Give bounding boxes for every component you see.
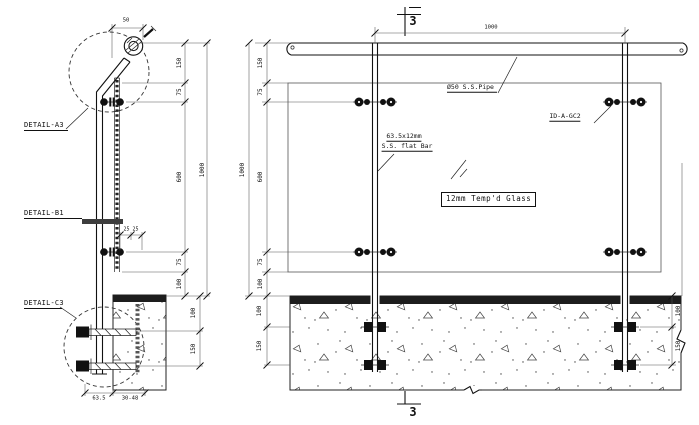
glass-clamp-bolt-top xyxy=(100,98,124,107)
detail-c3-label: DETAIL-C3 xyxy=(24,299,64,307)
dim-base-width: 63.5 xyxy=(92,395,106,402)
dim-right-overall: 1000 xyxy=(239,162,246,178)
glass-label-box: 12mm Temp'd Glass xyxy=(441,192,536,207)
dim-anchor-right-150: 150 xyxy=(675,340,682,352)
left-view-section xyxy=(60,24,211,397)
dim-right-75-bottom: 75 xyxy=(257,258,264,266)
dim-pipe-offset: 50 xyxy=(122,17,130,24)
pipe-label: Ø50 S.S.Pipe xyxy=(447,84,497,93)
dim-right-150: 150 xyxy=(257,57,264,69)
bolt-cluster-left-top xyxy=(353,98,397,107)
dim-left-anchor-150: 150 xyxy=(190,343,197,355)
dim-left-150: 150 xyxy=(176,57,183,69)
dim-post-spacing: 1000 xyxy=(484,24,498,31)
detail-a3-label: DETAIL-A3 xyxy=(24,122,68,131)
dim-left-anchor-100: 100 xyxy=(190,307,197,319)
flat-bar-label-line1: 63.5x12mm xyxy=(386,131,422,140)
dim-embed-width: 30-48 xyxy=(121,395,139,402)
dim-left-100: 100 xyxy=(176,278,183,290)
dim-anchor-left-150: 150 xyxy=(256,340,263,352)
detail-b1-label: DETAIL-B1 xyxy=(24,210,82,219)
dim-right-600: 600 xyxy=(257,171,264,183)
dim-right-75-top: 75 xyxy=(257,88,264,96)
dim-left-75-top: 75 xyxy=(176,88,183,96)
dim-right-100: 100 xyxy=(257,278,264,290)
glass-symbol-mark xyxy=(451,160,467,179)
glass-clamp-bolt-bottom xyxy=(100,248,124,257)
glass-panel xyxy=(288,83,661,272)
bolt-cluster-right-top xyxy=(603,98,647,107)
dim-anchor-right-100: 100 xyxy=(675,305,682,317)
clamp-bar xyxy=(82,219,123,224)
bolt-cluster-right-bottom xyxy=(603,248,647,257)
flat-bar-label-line2: S.S. flat Bar xyxy=(381,141,433,150)
dim-left-overall: 1000 xyxy=(199,162,206,178)
dim-anchor-left-100: 100 xyxy=(256,305,263,317)
section-marker-top: 3 xyxy=(409,14,417,28)
dim-left-600: 600 xyxy=(176,171,183,183)
concrete-section xyxy=(113,295,166,390)
id-tag-label: ID-A-GC2 xyxy=(549,111,581,120)
section-marker-bottom: 3 xyxy=(409,405,417,419)
dim-left-75-bottom: 75 xyxy=(176,258,183,266)
glass-section xyxy=(115,78,120,272)
dim-clamp-gap: 25 25 xyxy=(123,226,139,233)
bolt-cluster-left-bottom xyxy=(353,248,397,257)
